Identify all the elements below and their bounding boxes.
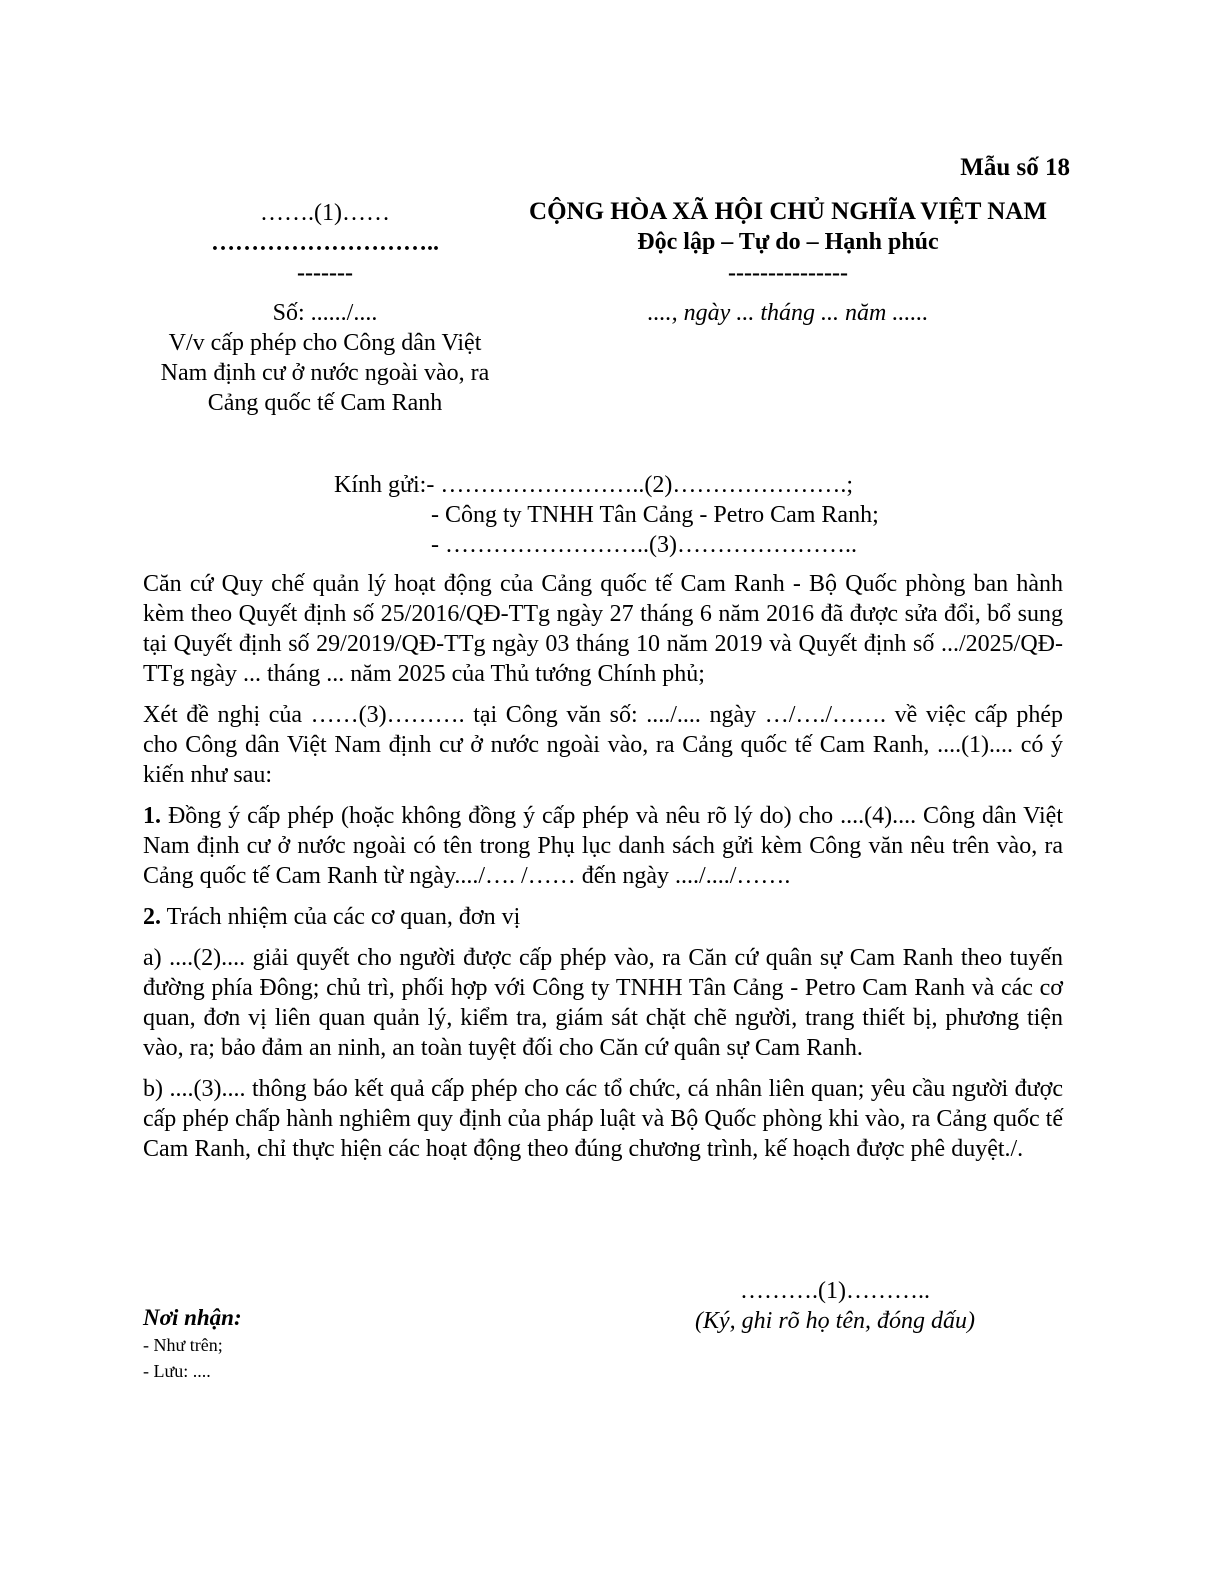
recipient-line-3: - ……………………..(3)………………….. bbox=[431, 532, 857, 558]
item-b: b) ....(3).... thông báo kết quả cấp phép cho các tổ chức, cá nhân liên quan; yêu cầu người được cấp phép chấp hành nghiêm quy định của pháp luật và Bộ Quốc phòng khi vào, ra Cảng quốc tế Cam Ranh, chỉ thực hiện các hoạt động theo đúng chương trình, kế hoạch được phê duyệt./. bbox=[143, 1076, 1063, 1162]
document-body bbox=[143, 569, 1063, 1175]
subject-line-1: V/v cấp phép cho Công dân Việt bbox=[168, 330, 482, 356]
item-1 bbox=[143, 801, 1063, 891]
document-reference bbox=[140, 298, 510, 418]
recipient-line-1: Kính gửi:- ……………………..(2)………………….; bbox=[334, 472, 853, 498]
nation-title: CỘNG HÒA XÃ HỘI CHỦ NGHĨA VIỆT NAM bbox=[529, 198, 1047, 225]
distribution-item-2: - Lưu: .... bbox=[143, 1361, 211, 1381]
motto: Độc lập – Tự do – Hạnh phúc bbox=[637, 229, 939, 255]
item-2-number: 2. bbox=[143, 904, 161, 930]
org-divider: ------- bbox=[297, 260, 353, 286]
paragraph-consideration: Xét đề nghị của ……(3)………. tại Công văn số: ..../.... ngày …/…./……. về việc cấp phép cho Công dân Việt Nam định cư ở nước ngoài vào, ra Cảng quốc tế Cam Ranh, ....(1).... có ý kiến như sau: bbox=[143, 702, 1063, 788]
item-1-text: Đồng ý cấp phép (hoặc không đồng ý cấp phép và nêu rõ lý do) cho ....(4).... Công dân Việt Nam định cư ở nước ngoài có tên trong Phụ lục danh sách gửi kèm Công văn nêu trên vào, ra Cảng quốc tế Cam Ranh từ ngày..../…. /…… đến ngày ..../..../……. bbox=[143, 803, 1063, 889]
paragraph-legal-basis: Căn cứ Quy chế quản lý hoạt động của Cảng quốc tế Cam Ranh - Bộ Quốc phòng ban hành kèm theo Quyết định số 25/2016/QĐ-TTg ngày 27 tháng 6 năm 2016 đã được sửa đổi, bổ sung tại Quyết định số 29/2019/QĐ-TTg ngày 03 tháng 10 năm 2019 và Quyết định số .../2025/QĐ-TTg ngày ... tháng ... năm 2025 của Thủ tướng Chính phủ; bbox=[143, 571, 1063, 687]
date-line: ...., ngày ... tháng ... năm ...... bbox=[647, 300, 929, 326]
item-a: a) ....(2).... giải quyết cho người được cấp phép vào, ra Căn cứ quân sự Cam Ranh theo tuyến đường phía Đông; chủ trì, phối hợp với Công ty TNHH Tân Cảng - Petro Cam Ranh và các cơ quan, đơn vị liên quan quản lý, kiểm tra, giám sát chặt chẽ người, trang thiết bị, phương tiện vào, ra; bảo đảm an ninh, an toàn tuyệt đối cho Căn cứ quân sự Cam Ranh. bbox=[143, 945, 1063, 1061]
signer-name: ……….(1)……….. bbox=[740, 1278, 930, 1304]
form-number: Mẫu số 18 bbox=[960, 154, 1070, 181]
signature-block bbox=[660, 1276, 1010, 1336]
signature-note: (Ký, ghi rõ họ tên, đóng dấu) bbox=[695, 1308, 975, 1334]
distribution-item-1: - Như trên; bbox=[143, 1335, 223, 1355]
org-line-2: ……………………….. bbox=[211, 230, 439, 256]
item-2 bbox=[143, 902, 1063, 932]
distribution-title: Nơi nhận: bbox=[143, 1305, 242, 1330]
recipient-line-2: - Công ty TNHH Tân Cảng - Petro Cam Ranh; bbox=[431, 502, 879, 528]
subject-line-3: Cảng quốc tế Cam Ranh bbox=[207, 390, 443, 416]
issuing-org-header bbox=[140, 198, 510, 288]
org-line-1: …….(1)…… bbox=[260, 200, 390, 226]
item-2-text: Trách nhiệm của các cơ quan, đơn vị bbox=[161, 904, 521, 930]
distribution-list bbox=[143, 1304, 242, 1384]
document-number: Số: ....../.... bbox=[272, 300, 378, 326]
national-header bbox=[508, 196, 1068, 289]
recipients-block bbox=[334, 470, 879, 560]
motto-divider: --------------- bbox=[728, 260, 848, 286]
subject-line-2: Nam định cư ở nước ngoài vào, ra bbox=[160, 360, 490, 386]
item-1-number: 1. bbox=[143, 803, 161, 829]
